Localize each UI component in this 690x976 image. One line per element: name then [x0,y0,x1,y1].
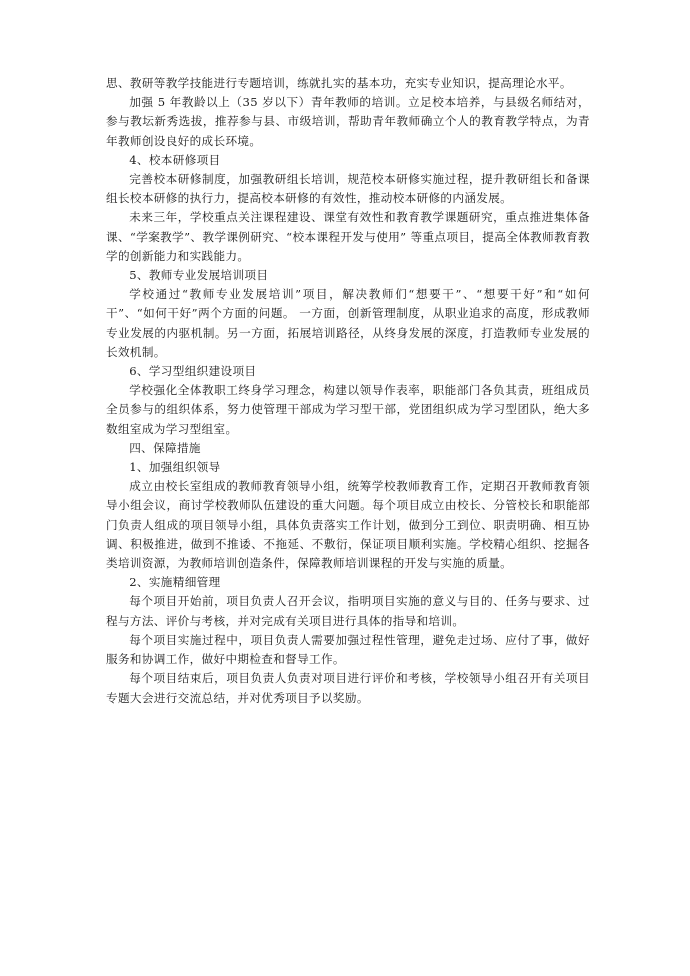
paragraph-leadership-group: 成立由校长室组成的教师教育领导小组，统筹学校教师教育工作，定期召开教师教育领导小组会议，商讨学校教师队伍建设的重大问题。每个项目成立由校长、分管校长和职能部门负责人组成的项目领导小组，具体负责落实工作计划，做到分工到位、职责明确、相互协调、积极推进，做到不推诿、不拖延、不敷衍，保证项目顺利实施。学校精心组织、挖掘各类培训资源，为教师培训创造条件，保障教师培训课程的开发与实施的质量。 [106,479,590,571]
paragraph-young-teacher-training: 加强 5 年教龄以上（35 岁以下）青年教师的培训。立足校本培养，与县级名师结对，参与教坛新秀选拔，推荐参与县、市级培训，帮助青年教师确立个人的教育教学特点，为青年教师创设良好的成长环境。 [106,95,590,148]
heading-fine-management: 2、实施精细管理 [129,575,221,590]
paragraph-continuation: 思、教研等教学技能进行专题培训，练就扎实的基本功，充实专业知识，提高理论水平。 [106,76,572,90]
heading-school-research-project: 4、校本研修项目 [129,152,221,167]
paragraph-project-end: 每个项目结束后，项目负责人负责对项目进行评价和考核，学校领导小组召开有关项目专题大会进行交流总结，并对优秀项目予以奖励。 [106,671,590,705]
document-page [106,74,590,708]
paragraph-professional-development: 学校通过“教师专业发展培训”项目，解决教师们“想要干”、“想要干好”和“如何干”、“如何干好”两个方面的问题。 一方面，创新管理制度，从职业追求的高度，形成教师专业发展的内驱机制。另一方面，拓展培训路径，从终身发展的深度，打造教师专业发展的长效机制。 [106,287,590,359]
heading-learning-organization-project: 6、学习型组织建设项目 [129,364,257,379]
paragraph-project-start: 每个项目开始前，项目负责人召开会议，指明项目实施的意义与目的、任务与要求、过程与方法、评价与考核，并对完成有关项目进行具体的指导和培训。 [106,594,590,628]
paragraph-school-research-system: 完善校本研修制度，加强教研组长培训，规范校本研修实施过程，提升教研组长和备课组长校本研修的执行力，提高校本研修的有效性，推动校本研修的内涵发展。 [106,172,590,206]
paragraph-three-year-focus: 未来三年，学校重点关注课程建设、课堂有效性和教育教学课题研究，重点推进集体备课、“学案教学”、教学课例研究、“校本课程开发与使用” 等重点项目，提高全体教师教育教学的创新能力和实践能力。 [106,210,590,263]
heading-organizational-leadership: 1、加强组织领导 [129,460,221,475]
heading-safeguard-measures: 四、保障措施 [129,440,201,455]
heading-professional-development-project: 5、教师专业发展培训项目 [129,268,269,283]
paragraph-project-process: 每个项目实施过程中，项目负责人需要加强过程性管理，避免走过场、应付了事，做好服务和协调工作，做好中期检查和督导工作。 [106,632,590,667]
paragraph-learning-organization: 学校强化全体教职工终身学习理念，构建以领导作表率，职能部门各负其责，班组成员全员参与的组织体系，努力使管理干部成为学习型干部，党团组织成为学习型团队，绝大多数组室成为学习型组室。 [106,383,590,436]
